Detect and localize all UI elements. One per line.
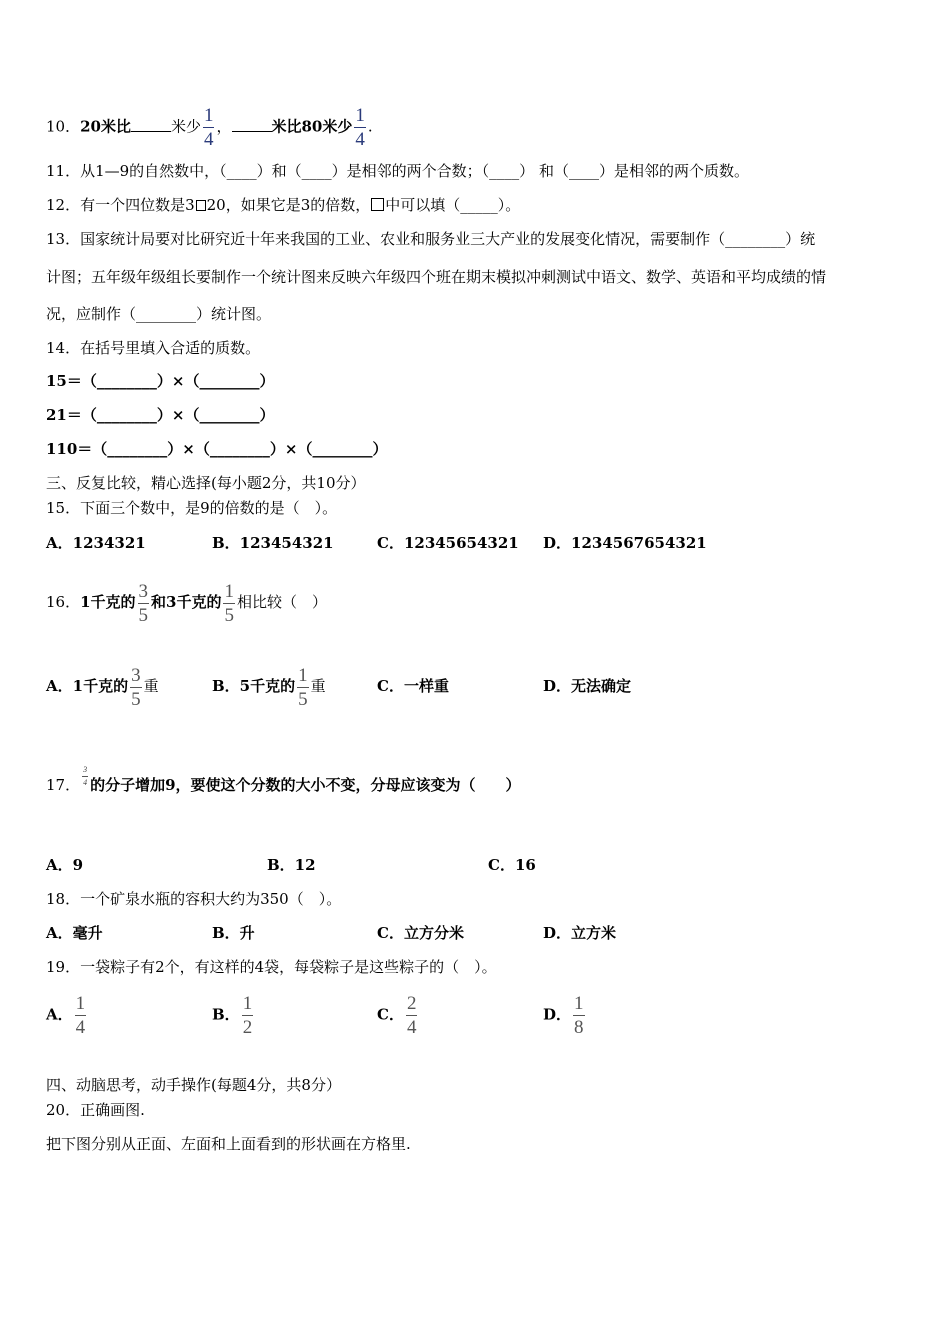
q16-text-2: 和3千克的 [151,593,222,611]
question-19 [46,957,497,977]
section-4-heading: 四、动脑思考，动手操作(每题4分，共8分） [46,1076,341,1094]
fraction-one-fifth: $\frac{1}{5}$ [224,580,234,626]
fraction-one-eighth: $\frac{1}{8}$ [574,993,584,1038]
q10-text-1: 20米比 [80,117,131,136]
question-12 [46,195,520,215]
q17-text: 的分子增加9，要使这个分数的大小不变，分母应该变为（ ） [90,776,521,794]
q17-option-a[interactable]: A．9 [46,856,84,874]
q10-text-5: . [367,117,373,136]
q20-text: 正确画图. [80,1101,145,1119]
q19-option-c[interactable]: C． $\frac{2}{4}$ [377,993,417,1038]
q11-text: 从1—9的自然数中，（____）和（____）是相邻的两个合数；（____） 和（____）是相邻的两个质数。 [80,162,749,180]
q14-row-15: 15＝（________）×（________） [46,372,275,390]
answer-blank[interactable] [232,117,272,132]
fraction-one-half: $\frac{1}{2}$ [242,993,253,1038]
q13-text-line-3: 况，应制作（________）统计图。 [46,305,272,323]
q14-row-110: 110＝（________）×（________）×（________） [46,440,388,458]
q18-option-a[interactable]: A．毫升 [46,924,103,942]
q19-option-d[interactable]: D． $\frac{1}{8}$ [543,993,584,1038]
section-3-heading: 三、反复比较，精心选择(每小题2分，共10分） [46,474,366,492]
question-17 [46,766,521,795]
q20-instruction: 把下图分别从正面、左面和上面看到的形状画在方格里. [46,1135,411,1153]
question-16 [46,580,327,625]
fraction-one-fifth: $\frac{1}{5}$ [298,664,308,710]
question-13-line-1 [46,229,815,249]
q15-option-a[interactable]: A．1234321 [46,534,146,552]
q10-text-2: 米少 [170,117,201,136]
question-10 [46,106,373,149]
missing-digit-box-icon [371,198,384,211]
question-20 [46,1100,145,1120]
question-number: 13． [46,230,81,248]
q18-option-d[interactable]: D．立方米 [543,924,617,942]
question-number: 18． [46,890,81,908]
question-13-line-2 [46,267,826,287]
q19-option-b[interactable]: B． $\frac{1}{2}$ [212,993,253,1038]
q16-option-c[interactable]: C．一样重 [377,677,449,695]
question-14 [46,338,260,358]
question-number: 19． [46,958,81,976]
question-number: 12． [46,196,81,214]
q14-row-21: 21＝（________）×（________） [46,406,275,424]
question-number: 17． [46,776,81,794]
q17-option-b[interactable]: B．12 [267,856,316,874]
q16-text-1: 1千克的 [80,593,136,611]
q18-option-b[interactable]: B．升 [212,924,255,942]
q19-option-a[interactable]: A． $\frac{1}{4}$ [46,993,86,1038]
fraction-two-quarters: $\frac{2}{4}$ [406,993,417,1038]
fraction-three-quarters: $\frac{3}{4}$ [83,765,88,787]
q16-option-d[interactable]: D．无法确定 [543,677,632,695]
q15-option-d[interactable]: D．1234567654321 [543,534,707,552]
q18-text: 一个矿泉水瓶的容积大约为350（ ）。 [80,890,342,908]
q12-text-3: 中可以填（_____）。 [385,196,521,214]
question-number: 16． [46,593,81,611]
q15-text: 下面三个数中，是9的倍数的是（ ）。 [80,499,338,517]
q15-option-c[interactable]: C．12345654321 [377,534,519,552]
question-number: 11． [46,162,81,180]
question-number: 14． [46,339,81,357]
question-number: 20． [46,1101,81,1119]
fraction-one-quarter: $\frac{1}{4}$ [355,105,365,150]
q14-text: 在括号里填入合适的质数。 [80,339,261,357]
question-number: 10． [46,117,81,136]
q13-text-line-2: 计图；五年级年级组长要制作一个统计图来反映六年级四个班在期末模拟冲刺测试中语文、数学、英语和平均成绩的情 [46,268,827,286]
q16-option-b[interactable]: B．5千克的 $\frac{1}{5}$ 重 [212,664,326,710]
q12-text-2: 20，如果它是3的倍数， [206,196,371,214]
q19-text: 一袋粽子有2个，有这样的4袋，每袋粽子是这些粽子的（ ）。 [80,958,497,976]
q13-text-line-1: 国家统计局要对比研究近十年来我国的工业、农业和服务业三大产业的发展变化情况，需要制作（________）统 [80,230,816,248]
q16-option-a[interactable]: A．1千克的 $\frac{3}{5}$ 重 [46,664,159,710]
question-13-line-3 [46,304,271,324]
q12-text-1: 有一个四位数是3 [80,196,195,214]
fraction-one-quarter: $\frac{1}{4}$ [203,105,214,150]
q18-option-c[interactable]: C．立方分米 [377,924,464,942]
q16-text-3: 相比较（ ） [236,593,327,611]
q10-text-3: ， [216,117,232,136]
question-15 [46,498,337,518]
question-18 [46,889,341,909]
fraction-one-quarter: $\frac{1}{4}$ [75,993,86,1038]
answer-blank[interactable] [131,117,171,132]
q10-text-4: 米比80米少 [271,117,353,136]
fraction-three-fifths: $\frac{3}{5}$ [138,580,149,626]
q15-option-b[interactable]: B．123454321 [212,534,334,552]
fraction-three-fifths: $\frac{3}{5}$ [131,664,141,710]
question-11 [46,161,749,181]
q17-option-c[interactable]: C．16 [488,856,536,874]
missing-digit-box-icon [196,200,206,211]
question-number: 15． [46,499,81,517]
